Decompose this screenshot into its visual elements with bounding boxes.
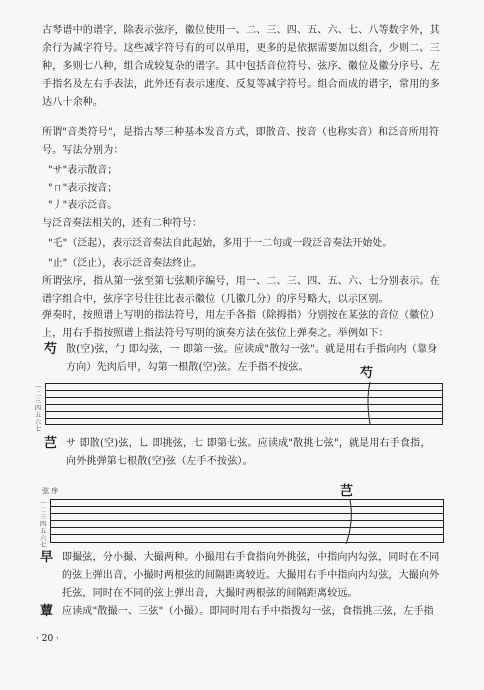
staff-1-pluck-curve <box>360 380 380 430</box>
staff-2-line <box>51 506 443 507</box>
staff-2-string-labels: 一二三四五六七 <box>40 500 47 549</box>
staff-2-pluck-curve <box>332 498 362 548</box>
symbol-harmonic-stop: "止"（泛止），表示泛音奏法终止。 <box>48 258 203 269</box>
staff-2-line <box>51 542 443 543</box>
paragraph-intro: 古琴谱中的谱字，除表示弦序，徽位使用一、二、三、四、五、六、七、八等数字外，其余行为减字符号。这些减字符号有的可以单用，更多的是依据需要加以组合，少则二、三种，多则七八种，组合成较复杂的谱字。其中包括音位符号、弦序、徽位及徽分序号、左手指名及左右手表法，此外还有表示速度、反复等减字符号。组合而成的谱字，常用的多达八十余种。 <box>42 25 440 108</box>
paragraph-string-order: 所谓弦序，指从第一弦至第七弦顺序编号，用一、二、三、四、五、六、七分别表示。在谱字组合中，弦序字号往往比表示徽位（几徽几分）的序号略大，以示区别。 <box>42 276 440 305</box>
staff-1-mark: 芍 <box>360 366 374 381</box>
staff-2-mark: 芑 <box>340 484 354 499</box>
staff-1-line <box>46 383 442 384</box>
symbol-pressed: "ㄇ"表示按音； <box>48 183 118 194</box>
staff-2-title: 弦 序 <box>42 487 59 495</box>
example-1-text: 散(空)弦，勹 即勾弦，一 即第一弦。应读成"散勾一弦"。就是用右手指向内（靠身方向）先肉后甲，勾第一根散(空)弦。左手指不按弦。 <box>66 344 438 373</box>
staff-2-line <box>51 534 443 535</box>
staff-1-line <box>46 390 442 391</box>
tablature-glyph-example-1: 芍 <box>44 342 58 357</box>
symbol-harmonic-start: "乇"（泛起），表示泛音奏法自此起始，多用于一二句或一段泛音奏法开始处。 <box>48 238 393 249</box>
staff-1 <box>45 383 443 425</box>
tablature-glyph-example-3: 早 <box>40 550 54 565</box>
staff-1-line <box>46 411 442 412</box>
symbol-harmonic: "丿"表示泛音。 <box>48 200 118 211</box>
page-number: · 20 · <box>36 634 59 644</box>
example-3-text: 即撮弦，分小撮、大撮两种。小撮用右手食指向外挑弦，中指向内勾弦，同时在不同的弦上弹出音，小撮时两根弦的间隔距离较近。大撮用右手中指向内勾弦，大撮向外托弦，同时在不同的弦上弹出音，大撮时两根弦的间隔距离较远。 <box>62 552 440 599</box>
staff-1-line <box>46 397 442 398</box>
staff-1-line <box>46 418 442 419</box>
tablature-glyph-example-2: 芑 <box>44 436 58 451</box>
staff-2-line <box>51 520 443 521</box>
example-4-text: 应读成"散撮一、三弦"（小撮）。即同时用右手中指拨勾一弦，食指挑三弦，左手指 <box>62 606 434 617</box>
paragraph-playing: 弹奏时，按照谱上写明的指法符号，用左手各指（除拇指）分别按在某弦的音位（徽位）上，用右手指按照谱上指法符号写明的演奏方法在弦位上弹奏之。举例如下： <box>42 310 440 339</box>
paragraph-sound-types: 所谓"音类符号"，是指古琴三种基本发音方式，即散音、按音（也称实音）和泛音所用符号。写法分别为： <box>42 127 440 156</box>
example-2-text: サ 即散(空)弦，乚 即挑弦，七 即第七弦。应读成"散挑七弦"，就是用右手食指，向外挑弹第七根散(空)弦（左手不按弦）。 <box>66 438 431 467</box>
symbol-scattered: "サ"表示散音； <box>48 165 118 176</box>
staff-1-line <box>46 404 442 405</box>
staff-2-line <box>51 527 443 528</box>
staff-2-line <box>51 499 443 500</box>
staff-1-string-labels: 一二三四五六七 <box>35 384 42 433</box>
staff-2-line <box>51 513 443 514</box>
paragraph-harmonic-related: 与泛音奏法相关的，还有二种符号： <box>42 218 202 229</box>
staff-1-line <box>46 424 442 425</box>
staff-2 <box>50 499 444 543</box>
tablature-glyph-example-4: 蕈 <box>40 604 54 619</box>
